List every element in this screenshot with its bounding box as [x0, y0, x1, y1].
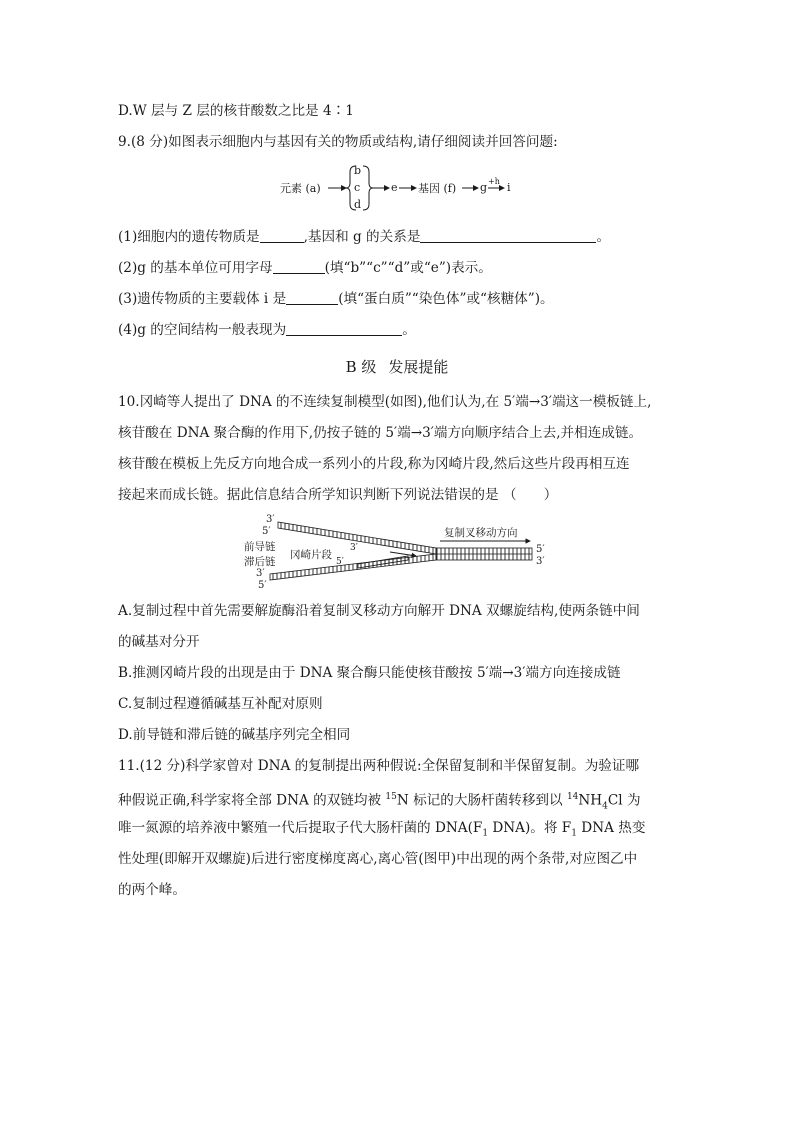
- q9-sub4-text-a: (4)g 的空间结构一般表现为: [118, 322, 287, 338]
- q10-bottom-3-label: 3′: [256, 568, 265, 579]
- q11-line-1: 11.(12 分)科学家曾对 DNA 的复制提出两种假说:全保留复制和半保留复制。为验证哪: [118, 758, 640, 774]
- q10-bottom-5-label: 5′: [258, 580, 267, 588]
- q10-top-5-label: 5′: [262, 526, 271, 537]
- q11-line3-text-b: DNA)。将 F: [488, 820, 572, 836]
- q10-line-4: 接起来而成长链。据此信息结合所学知识判断下列说法错误的是 （ ）: [118, 487, 558, 503]
- q11-line-4: 性处理(即解开双螺旋)后进行密度梯度离心,离心管(图甲)中出现的两个条带,对应图乙中: [118, 851, 638, 867]
- q9-right-brace: [363, 166, 373, 210]
- q9-sub2-text-b: (填“b”“c”“d”或“e”)表示。: [324, 260, 492, 276]
- q9-sub1-text-a: (1)细胞内的遗传物质是: [118, 229, 260, 245]
- q9-sub3-blank: [286, 290, 338, 305]
- q10-right-3-label: 3′: [536, 556, 545, 567]
- q9-sub3-text-b: (填“蛋白质”“染色体”或“核糖体”)。: [338, 291, 554, 307]
- q9-sub2-text-a: (2)g 的基本单位可用字母: [118, 260, 273, 276]
- q8-option-d: D.W 层与 Z 层的核苷酸数之比是 4∶1: [118, 103, 354, 119]
- q9-sub4-blank: [286, 321, 402, 336]
- q10-option-c: C.复制过程遵循碱基互补配对原则: [118, 696, 323, 712]
- q10-line-1: 10.冈崎等人提出了 DNA 的不连续复制模型(如图),他们认为,在 5′端→3′端这一模板链上,: [118, 394, 652, 410]
- q10-leading-label: 前导链: [244, 541, 276, 553]
- q11-n15-superscript: 15: [385, 792, 397, 802]
- q9-sub4: [118, 320, 416, 340]
- q9-d-label: d: [354, 198, 362, 211]
- q9-flow-diagram: [270, 160, 530, 216]
- q9-sub3-text-a: (3)遗传物质的主要载体 i 是: [118, 291, 287, 307]
- q10-fork-direction-label: 复制叉移动方向: [444, 527, 518, 539]
- q9-e-label: e: [391, 181, 398, 194]
- q9-sub1-blank-2: [420, 228, 596, 243]
- q10-leading-arrow: [390, 552, 416, 556]
- q10-right-5-label: 5′: [536, 544, 545, 555]
- q9-sub1-blank-1: [260, 228, 304, 243]
- q10-line-3: 核苷酸在模板上先反方向地合成一系列小的片段,称为冈崎片段,然后这些片段再相互连: [118, 456, 630, 472]
- q11-line-5: 的两个峰。: [118, 882, 186, 898]
- q9-element-label: 元素 (a): [280, 182, 321, 195]
- q11-line2-text-a: 种假说正确,科学家将全部 DNA 的双链均被: [118, 792, 386, 809]
- q9-sub1-text-b: ,基因和 g 的关系是: [303, 229, 421, 245]
- q11-line2-text-c: NH: [578, 792, 603, 809]
- q9-sub1: [118, 227, 610, 247]
- section-b-heading: [0, 356, 794, 377]
- q10-option-d: D.前导链和滞后链的碱基序列完全相同: [118, 727, 351, 743]
- q10-okazaki-label: 冈崎片段: [290, 549, 332, 561]
- q9-gene-label: 基因 (f): [418, 182, 457, 195]
- q11-h4-subscript: 4: [602, 801, 608, 812]
- q9-sub3: [118, 289, 554, 309]
- q11-n14-superscript: 14: [566, 792, 579, 802]
- q11-f1-subscript: 1: [482, 828, 489, 839]
- q11-line2-text-d: Cl 为: [607, 792, 641, 809]
- q11-line3-text-a: 唯一氮源的培养液中繁殖一代后提取子代大肠杆菌的 DNA(F: [118, 820, 483, 836]
- q11-line-2: [118, 787, 641, 816]
- q11-line2-text-b: N 标记的大肠杆菌转移到以: [396, 792, 567, 809]
- q9-stem: 9.(8 分)如图表示细胞内与基因有关的物质或结构,请仔细阅读并回答问题:: [118, 134, 558, 150]
- q9-b-label: b: [354, 164, 362, 177]
- q10-top-3-label: 3′: [266, 514, 275, 525]
- q11-line-3: [118, 818, 645, 844]
- q9-sub2: [118, 258, 492, 278]
- section-b-title: 发展提能: [388, 358, 449, 376]
- q10-line-2: 核苷酸在 DNA 聚合酶的作用下,仍按子链的 5′端→3′端方向顺序结合上去,并相连成链。: [118, 425, 643, 441]
- q10-option-b: B.推测冈崎片段的出现是由于 DNA 聚合酶只能使核苷酸按 5′端→3′端方向连接成链: [118, 665, 621, 681]
- q10-option-a-line-1: A.复制过程中首先需要解旋酶沿着复制叉移动方向解开 DNA 双螺旋结构,使两条链中间: [118, 603, 640, 619]
- q9-sub4-text-b: 。: [402, 322, 416, 338]
- q10-replication-fork-diagram: [240, 512, 560, 588]
- q9-sub1-text-c: 。: [596, 229, 611, 245]
- q9-g-label: g: [480, 181, 488, 194]
- q10-lagging-label: 滞后链: [244, 556, 276, 568]
- section-b-level: B 级: [345, 358, 377, 376]
- q9-h-label: +h: [488, 177, 500, 186]
- q9-c-label: c: [354, 181, 361, 194]
- q10-option-a-line-2: 的碱基对分开: [118, 634, 200, 650]
- q9-i-label: i: [507, 181, 511, 194]
- q9-sub2-blank: [273, 259, 325, 274]
- q10-frag-3-label: 3′: [350, 543, 358, 553]
- q10-frag-5-label: 5′: [336, 557, 344, 567]
- q11-line3-text-c: DNA 热变: [576, 820, 646, 836]
- q11-f1-subscript-2: 1: [571, 828, 577, 839]
